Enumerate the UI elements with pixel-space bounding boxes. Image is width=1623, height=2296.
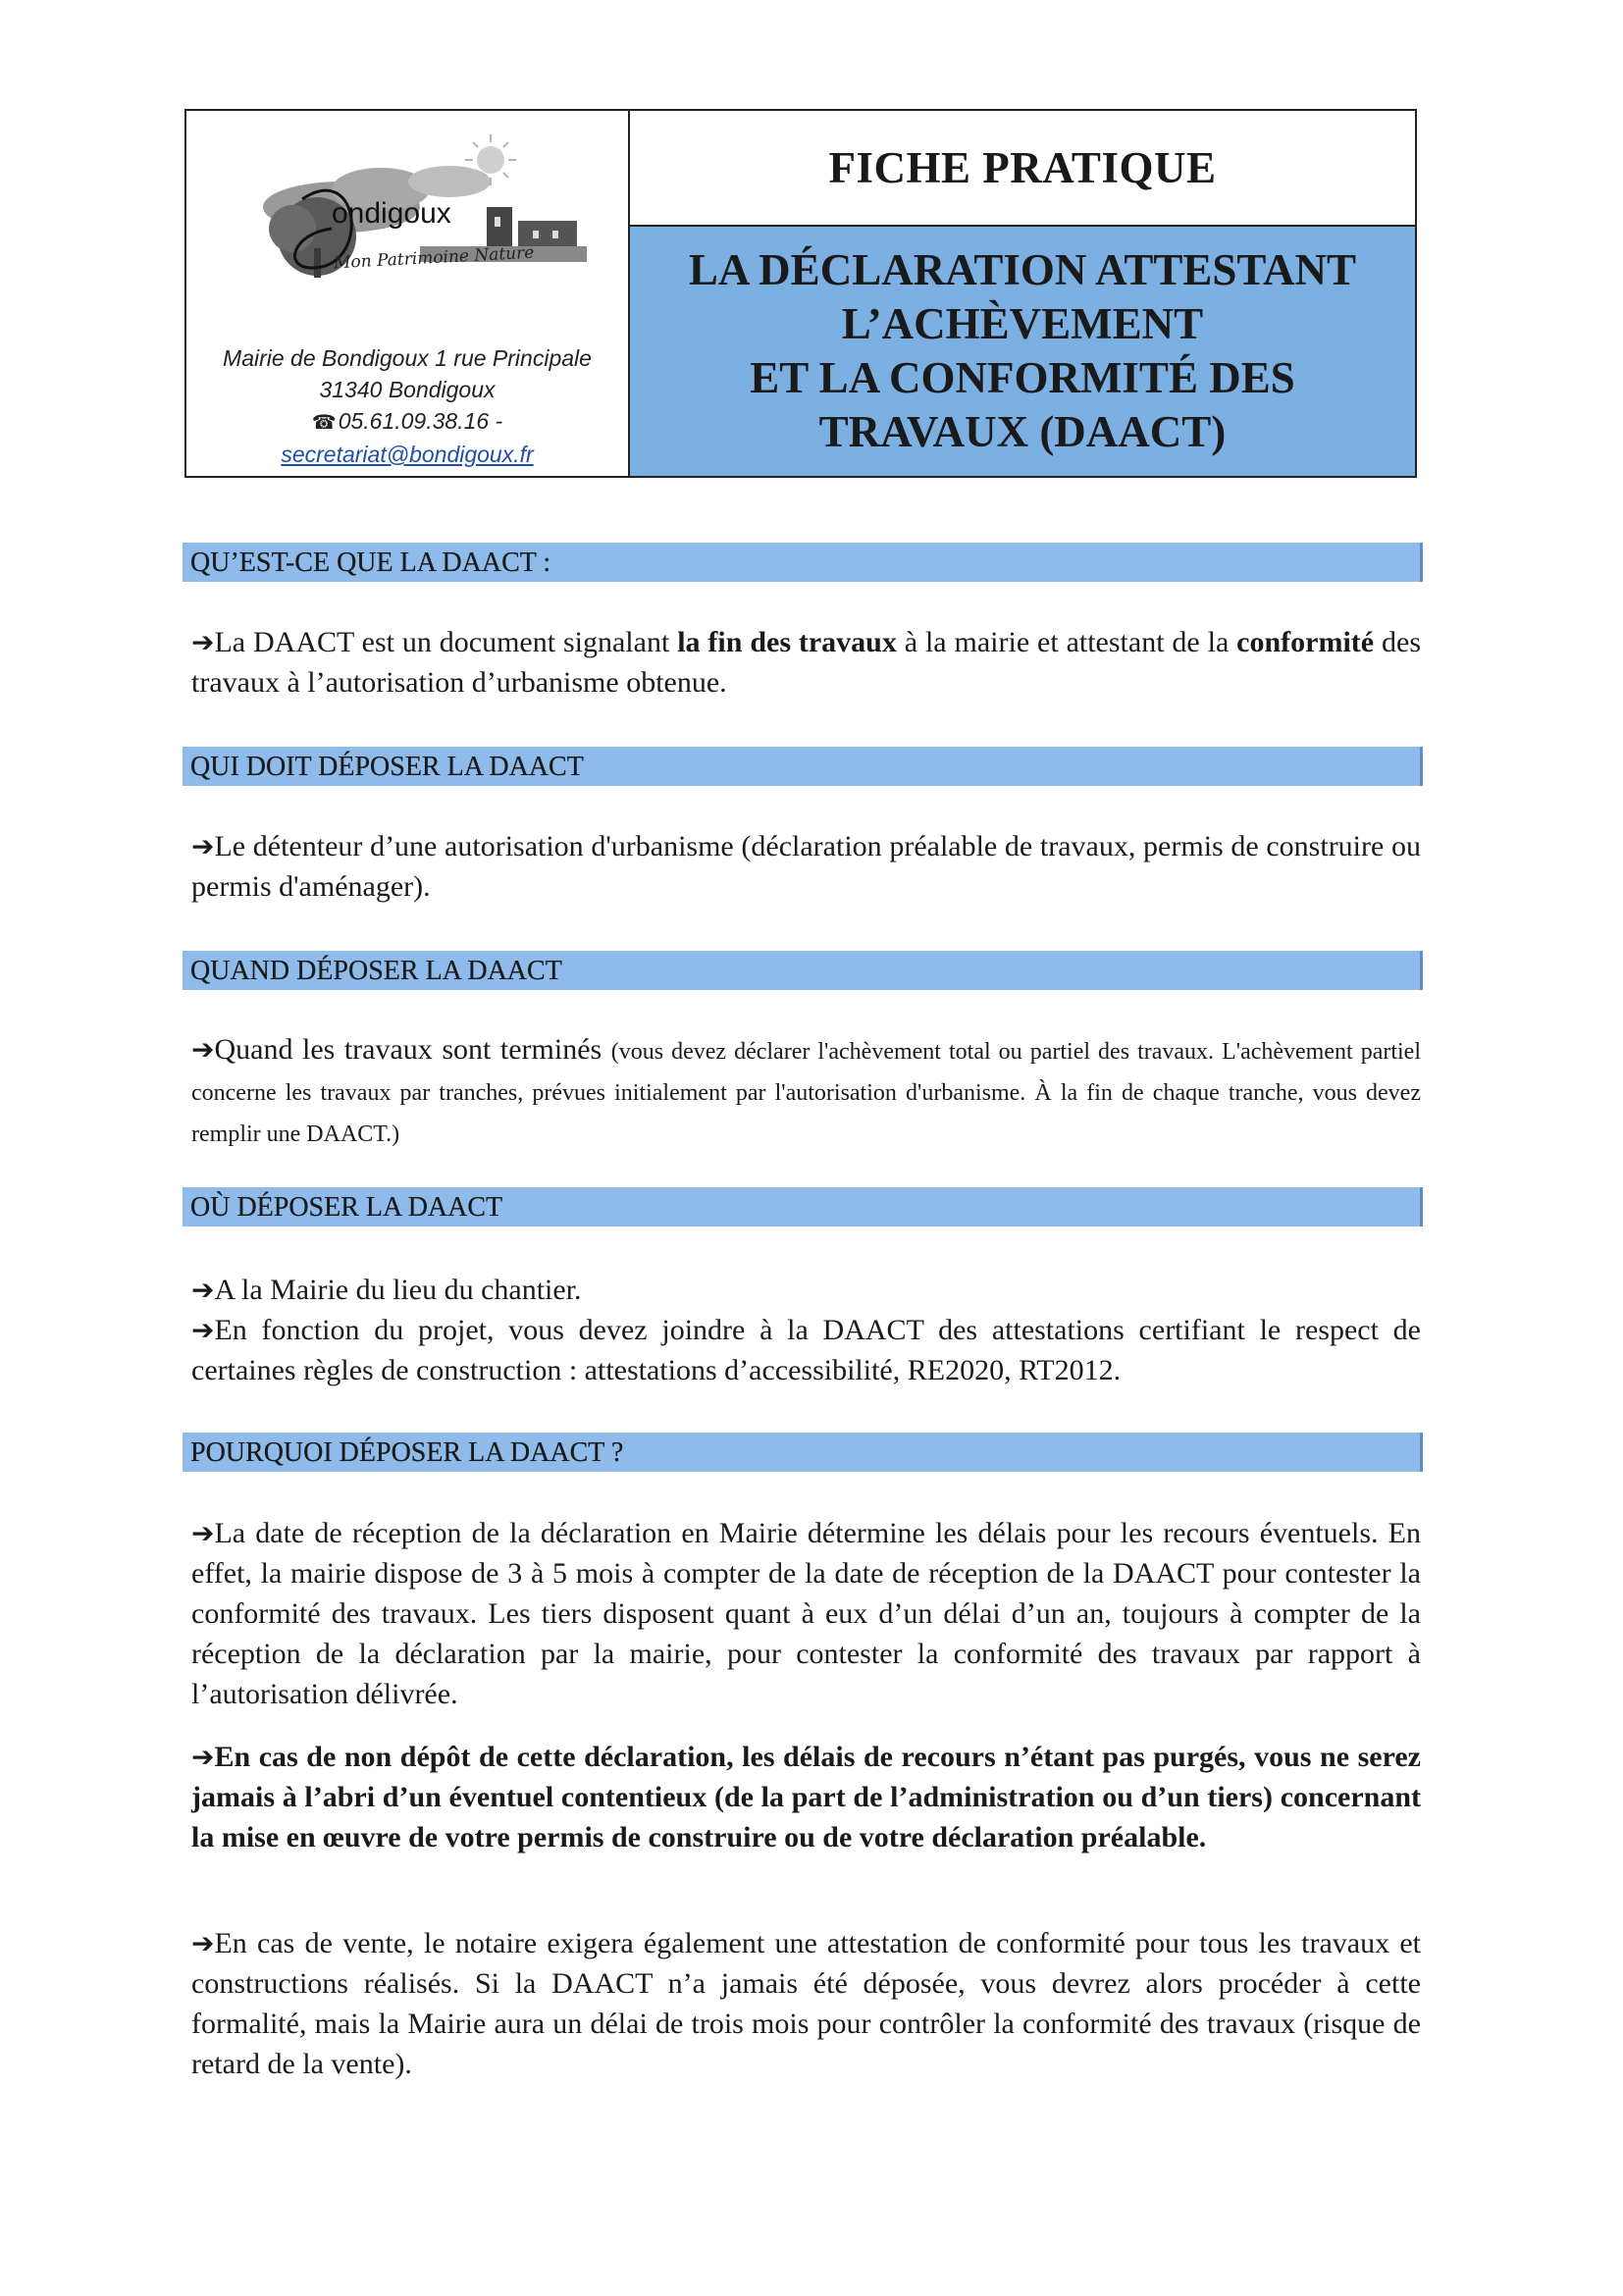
arrow-right-icon: ➔ bbox=[191, 1517, 215, 1549]
title-line-1: LA DÉCLARATION ATTESTANT bbox=[688, 245, 1357, 294]
phone-number: 05.61.09.38.16 - bbox=[338, 408, 503, 434]
section-heading-who: QUI DOIT DÉPOSER LA DAACT bbox=[183, 747, 1423, 786]
section-when-paragraph: ➔Quand les travaux sont terminés (vous devez déclarer l'achèvement total ou partiel des travaux. L'achèvement partiel concerne les travaux par tranches, prévues initialement par l'autorisation d'urbanisme. À la fin de chaque tranche, vous devez remplir une DAACT.) bbox=[191, 1033, 1422, 1147]
section-heading-what: QU’EST-CE QUE LA DAACT : bbox=[183, 543, 1423, 582]
section-where-paragraph-2: ➔En fonction du projet, vous devez joindre à la DAACT des attestations certifiant le respect de certaines règles de construction : attestations d’accessibilité, RE2020, RT2012. bbox=[191, 1314, 1421, 1386]
section-where-paragraph-1: ➔A la Mairie du lieu du chantier. bbox=[191, 1274, 582, 1306]
arrow-right-icon: ➔ bbox=[191, 1927, 215, 1959]
mairie-address bbox=[186, 342, 628, 470]
section-what-paragraph: ➔La DAACT est un document signalant la fin des travaux à la mairie et attestant de la conformité des travaux à l’autorisation d’urbanisme obtenue. bbox=[191, 626, 1421, 699]
section-heading-when: QUAND DÉPOSER LA DAACT bbox=[183, 951, 1423, 990]
arrow-right-icon: ➔ bbox=[191, 1741, 215, 1773]
svg-text:ondigoux: ondigoux bbox=[332, 197, 451, 230]
arrow-right-icon: ➔ bbox=[191, 1314, 215, 1346]
logo-tagline: Mon Patrimoine Nature bbox=[333, 242, 535, 274]
title-line-3: ET LA CONFORMITÉ DES bbox=[750, 353, 1295, 402]
header-box bbox=[184, 109, 1417, 478]
section-heading-why: POURQUOI DÉPOSER LA DAACT ? bbox=[183, 1433, 1423, 1472]
fiche-label: FICHE PRATIQUE bbox=[630, 111, 1415, 227]
arrow-right-icon: ➔ bbox=[191, 626, 215, 658]
section-why-paragraph-1: ➔La date de réception de la déclaration en Mairie détermine les délais pour les recours éventuels. En effet, la mairie dispose de 3 à 5 mois à compter de la date de réception de la DAACT pour contester la conformité des travaux. Les tiers disposent quant à eux d’un délai d’un an, toujours à compter de la réception de la déclaration par la mairie, pour contester la conformité des travaux par rapport à l’autorisation délivrée. bbox=[191, 1517, 1421, 1710]
section-why-paragraph-2: ➔En cas de non dépôt de cette déclaration, les délais de recours n’étant pas purgés, vous ne serez jamais à l’abri d’un éventuel contentieux (de la part de l’administration ou d’un tiers) concernant la mise en œuvre de votre permis de construire ou de votre déclaration préalable. bbox=[191, 1741, 1421, 1853]
title-line-4: TRAVAUX (DAACT) bbox=[818, 407, 1227, 456]
phone-icon: ☎ bbox=[311, 412, 337, 434]
title-cell bbox=[630, 111, 1415, 476]
address-line-1: Mairie de Bondigoux 1 rue Principale bbox=[223, 345, 592, 371]
section-who-paragraph: ➔Le détenteur d’une autorisation d'urbanisme (déclaration préalable de travaux, permis de construire ou permis d'aménager). bbox=[191, 830, 1421, 903]
arrow-right-icon: ➔ bbox=[191, 1274, 215, 1306]
email-link[interactable]: secretariat@bondigoux.fr bbox=[281, 442, 534, 467]
section-heading-where: OÙ DÉPOSER LA DAACT bbox=[183, 1187, 1423, 1226]
mairie-info-cell bbox=[186, 111, 630, 476]
arrow-right-icon: ➔ bbox=[191, 1033, 215, 1066]
document-title bbox=[630, 227, 1415, 476]
section-why-paragraph-3: ➔En cas de vente, le notaire exigera également une attestation de conformité pour tous les travaux et constructions réalisés. Si la DAACT n’a jamais été déposée, vous devrez alors procéder à cette formalité, mais la Mairie aura un délai de trois mois pour contrôler la conformité des travaux (risque de retard de la vente). bbox=[191, 1927, 1421, 2080]
title-line-2: L’ACHÈVEMENT bbox=[841, 299, 1204, 348]
phone-line bbox=[186, 405, 628, 439]
address-line-2: 31340 Bondigoux bbox=[319, 377, 496, 402]
arrow-right-icon: ➔ bbox=[191, 830, 215, 862]
